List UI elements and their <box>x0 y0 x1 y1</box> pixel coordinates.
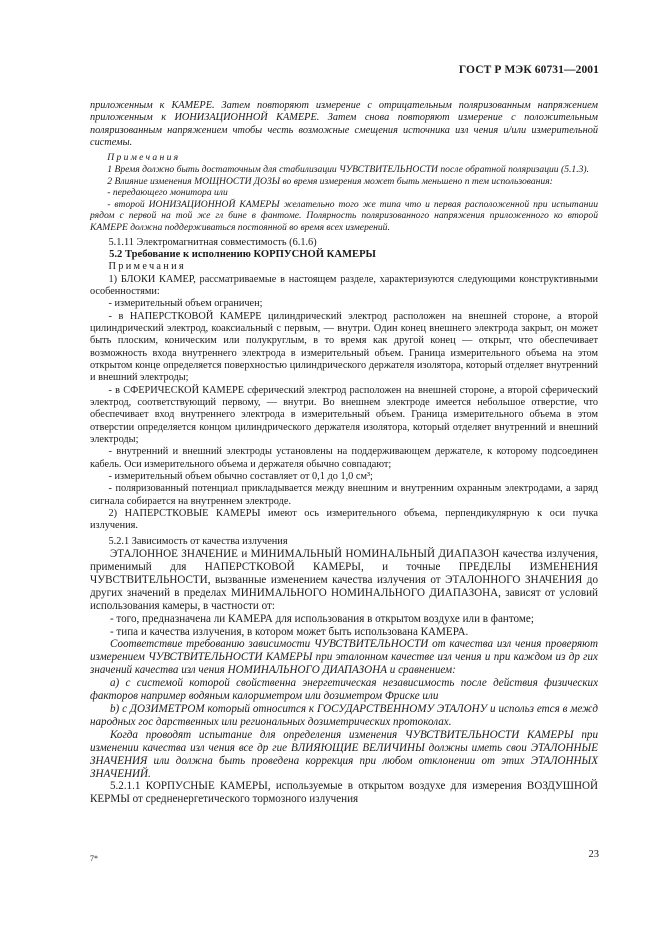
list-item-spherical-chamber: - в СФЕРИЧЕСКОЙ КАМЕРЕ сферический электрод расположен на внешней стороне, а второй сферический электрод, соответствующий первому, — внутри. Во внешнем электроде имеется небольшое отверстие, что обеспечивает вход внутреннего электрода в измерительный объем. Граница измерительного объема в этом отверстии определяется концом цилиндрического держателя изолятора, который отделяет внутренний и внешний электроды; <box>90 384 598 446</box>
paragraph-polarization-measurement: приложенным к КАМЕРЕ. Затем повторяют измерение с отрицательным поляризованным напряжением приложенным к ИОНИЗАЦИОННОЙ КАМЕРЕ. Затем снова повторяют измерение с положительным поляризованным напряжением чтобы честь возможные смещения источника изл чения и/или измерительной системы. <box>90 100 598 149</box>
page-body <box>90 100 598 806</box>
list-item-polarizing-potential: - поляризованный потенциал прикладывается между внешним и внутренним охранным электродами, а заряд сигнала собирается на внутреннем электроде. <box>90 483 598 507</box>
list-item-thimble-chamber: - в НАПЕРСТКОВОЙ КАМЕРЕ цилиндрический электрод расположен на внешней стороне, а второй цилиндрический электрод, коаксиальный с первым, — внутри. Один конец внешнего электрода закрыт, он может быть плоским, коническим или полукруглым, в то время как другой конец — открыт, что обеспечивает возможность входа внутреннего электрода в измерительный объем. Граница измерительного объема на этом открытом конце определяется поверхностью цилиндрического держателя изолятора, который отделяет внутренний и внешний электроды; <box>90 310 598 384</box>
list-item-volume-limited: - измерительный объем ограничен; <box>108 298 263 310</box>
note-1: 1 Время должно быть достаточным для стабилизации ЧУВСТВИТЕЛЬНОСТИ после обратной поляризации (5.1.3). <box>107 163 589 175</box>
note-2-item-monitor: - передающего монитора или <box>107 187 228 199</box>
note-2: 2 Влияние изменения МОЩНОСТИ ДОЗЫ во время измерения может быть меньшено п тем использования: <box>107 175 553 187</box>
paragraph-reference-value: ЭТАЛОННОЕ ЗНАЧЕНИЕ и МИНИМАЛЬНЫЙ НОМИНАЛЬНЫЙ ДИАПАЗОН качества излучения, применимый для НАПЕРСТКОВОЙ КАМЕРЫ, и точные ПРЕДЕЛЫ ИЗМЕНЕНИЯ ЧУВСТВИТЕЛЬНОСТИ, вызванные изменением качества излучения от ЭТАЛОННОГО ЗНАЧЕНИЯ до других значений в пределах МИНИМАЛЬНОГО НОМИНАЛЬНОГО ДИАПАЗОНА, зависят от условий использования камеры, в частности от: <box>90 548 598 612</box>
paragraph-influence-quantities: Когда проводят испытание для определения изменения ЧУВСТВИТЕЛЬНОСТИ КАМЕРЫ при изменении качества изл чения все др гие ВЛИЯЮЩИЕ ВЕЛИЧИНЫ должны иметь свои ЭТАЛОННЫЕ ЗНАЧЕНИЯ или должна быть проведена коррекция при любом отклонении от этих ЭТАЛОННЫХ ЗНАЧЕНИЙ. <box>90 728 598 780</box>
document-number-header: ГОСТ Р МЭК 60731—2001 <box>458 64 599 76</box>
list-item-a-system: а) с системой которой свойственна энергетическая независимость после действия физических факторов например водяным калориметром или дозиметром Фриске или <box>90 677 598 703</box>
list-item-volume-size: - измерительный объем обычно составляет от 0,1 до 1,0 см³; <box>108 471 373 483</box>
page-number: 23 <box>588 849 599 860</box>
notes-heading-2: Примечания <box>108 261 186 273</box>
section-heading-5-2: 5.2 Требование к исполнению КОРПУСНОЙ КАМЕРЫ <box>109 248 376 260</box>
clause-5-2-1: 5.2.1 Зависимость от качества излучения <box>108 535 288 547</box>
clause-5-1-11: 5.1.11 Электромагнитная совместимость (6.1.6) <box>108 236 317 248</box>
note-thimble-axis: 2) НАПЕРСТКОВЫЕ КАМЕРЫ имеют ось измерительного объема, перпендикулярную к оси пучка излучения. <box>90 508 598 532</box>
list-item-electrodes-holder: - внутренний и внешний электроды установлены на поддерживающем держателе, к которому подсоединен кабель. Оси измерительного объема и держателя обычно совпадают; <box>90 446 598 470</box>
list-item-air-or-phantom: - того, предназначена ли КАМЕРА для использования в открытом воздухе или в фантоме; <box>109 612 534 625</box>
clause-5-2-1-1: 5.2.1.1 КОРПУСНЫЕ КАМЕРЫ, используемые в открытом воздухе для измерения ВОЗДУШНОЙ КЕРМЫ от средненергетического тормозного излучения <box>90 780 598 806</box>
list-item-radiation-type: - типа и качества излучения, в котором может быть использована КАМЕРА. <box>109 625 469 638</box>
notes-heading: Примечания <box>107 152 181 164</box>
note-chamber-units: 1) БЛОКИ КАМЕР, рассматриваемые в настоящем разделе, характеризуются следующими конструктивными особенностями: <box>90 273 598 297</box>
paragraph-compliance-check: Соответствие требованию зависимости ЧУВСТВИТЕЛЬНОСТИ от качества изл чения проверяют измерением ЧУВСТВИТЕЛЬНОСТИ КАМЕРЫ при эталонном качестве изл чения и при каждом из др гих значений качества изл чения НОМИНАЛЬНОГО ДИАПАЗОНА и сравнением: <box>90 638 598 677</box>
list-item-b-dosimeter: b) с ДОЗИМЕТРОМ который относится к ГОСУДАРСТВЕННОМУ ЭТАЛОНУ и использ ется в межд народных гос дарственных или региональных дозиметрических протоколах. <box>90 703 598 728</box>
sheet-mark: 7* <box>90 854 98 863</box>
note-2-item-second-chamber: - второй ИОНИЗАЦИОННОЙ КАМЕРЫ желательно того же типа что и первая расположенной при испытании рядом с первой на той же гл бине в фантоме. Полярность поляризованного напряжения приложенного ко второй КАМЕРЕ должна поддерживаться постоянной во время всех измерений. <box>90 198 598 233</box>
